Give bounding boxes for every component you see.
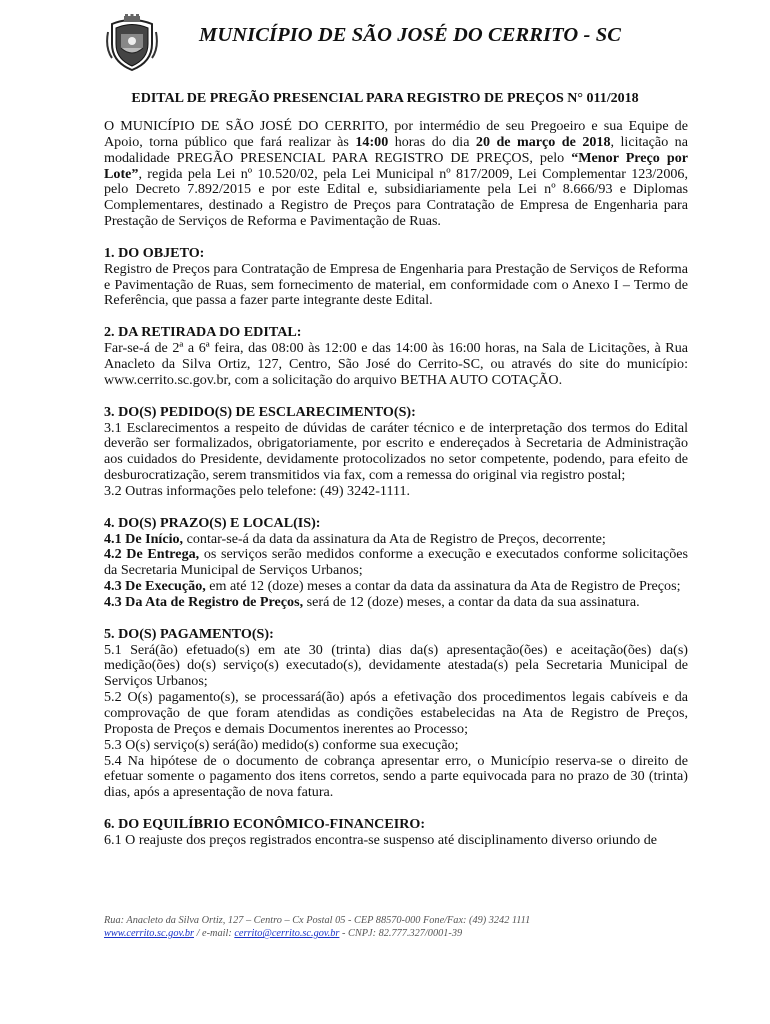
email-link[interactable]: cerrito@cerrito.sc.gov.br — [234, 928, 340, 939]
intro-paragraph: O MUNICÍPIO DE SÃO JOSÉ DO CERRITO, por intermédio de seu Pregoeiro e sua Equipe de Apoio, torna público que fará realizar às 14:00 horas do dia 20 de março de 2018, licitação na modalidade PREGÃO PRESENCIAL PARA REGISTRO DE PREÇOS, pelo “Menor Preço por Lote”, regida pela Lei nº 10.520/02, pela Lei Municipal nº 817/2009, Lei Complementar 123/2006, pelo Decreto 7.892/2015 e por este Edital e, subsidiariamente pela Lei nº 8.666/93 e Diplomas Complementares, destinado a Registro de Preços para Contratação de Empresa de Engenharia para Prestação de Serviços de Reforma e Pavimentação de Ruas. — [104, 118, 688, 230]
footer-address: Rua: Anacleto da Silva Ortiz, 127 – Centro – Cx Postal 05 - CEP 88570-000 Fone/Fax: (49) 3242 1111 — [104, 915, 531, 926]
section-2-heading: 2. DA RETIRADA DO EDITAL: — [104, 324, 302, 341]
section-4-item-4: 4.3 Da Ata de Registro de Preços, será de 12 (doze) meses, a contar da data da sua assinatura. — [104, 593, 640, 610]
section-5-paragraph-3: 5.3 O(s) serviço(s) será(ão) medido(s) conforme sua execução; — [104, 736, 459, 753]
document-body — [104, 119, 688, 849]
coat-of-arms-icon — [104, 14, 160, 72]
section-4-item-3: 4.3 De Execução, em até 12 (doze) meses a contar da data da assinatura da Ata de Registro de Preços; — [104, 578, 681, 595]
section-5-paragraph-2: 5.2 O(s) pagamento(s), se processará(ão) após a efetivação dos procedimentos legais cabíveis e da comprovação de que foram atendidas as condições estabelecidas na Ata de Registro de Preços, Proposta de Preços e demais Documentos inerentes ao Processo; — [104, 689, 688, 737]
section-2-text: Far-se-á de 2ª a 6ª feira, das 08:00 às 12:00 e das 14:00 às 16:00 horas, na Sala de Licitações, à Rua Anacleto da Silva Ortiz, 127, Centro, São José do Cerrito-SC, ou através do site do município: www.cerrito.sc.gov.br, com a solicitação do arquivo BETHA AUTO COTAÇÃO. — [104, 340, 688, 388]
section-4-heading: 4. DO(S) PRAZO(S) E LOCAL(IS): — [104, 514, 321, 531]
section-3-heading: 3. DO(S) PEDIDO(S) DE ESCLARECIMENTO(S): — [104, 403, 416, 420]
section-6-heading: 6. DO EQUILÍBRIO ECONÔMICO-FINANCEIRO: — [104, 816, 426, 833]
document-title: EDITAL DE PREGÃO PRESENCIAL PARA REGISTRO DE PREÇOS N° 011/2018 — [131, 91, 639, 106]
section-5-heading: 5. DO(S) PAGAMENTO(S): — [104, 625, 274, 642]
section-1-heading: 1. DO OBJETO: — [104, 244, 205, 261]
section-1-text: Registro de Preços para Contratação de Empresa de Engenharia para Prestação de Serviços de Reforma e Pavimentação de Ruas, sem fornecimento de material, em conformidade com o Anexo I – Termo de Referência, que passa a fazer parte integrante deste Edital. — [104, 260, 688, 309]
footer-contact-line: www.cerrito.sc.gov.br / e-mail: cerrito@cerrito.sc.gov.br - CNPJ: 82.777.327/0001-39 — [104, 928, 463, 939]
municipality-title: MUNICÍPIO DE SÃO JOSÉ DO CERRITO - SC — [199, 24, 621, 46]
section-5-paragraph-4: 5.4 Na hipótese de o documento de cobrança apresentar erro, o Município reserva-se o direito de efetuar somente o pagamento dos itens corretos, sendo a parte equivocada para no prazo de 30 (trinta) dias, após a apresentação de nova fatura. — [104, 752, 688, 801]
section-5-paragraph-1: 5.1 Será(ão) efetuado(s) em ate 30 (trinta) dias da(s) apresentação(ões) e aceitação(ões) da(s) medição(ões) do(s) serviço(s) executado(s), devidamente atestada(s) pela Secretaria Municipal de Serviços Urbanos; — [104, 641, 688, 690]
section-6-paragraph-1: 6.1 O reajuste dos preços registrados encontra-se suspenso até disciplinamento diverso oriundo de — [104, 831, 658, 848]
website-link[interactable]: www.cerrito.sc.gov.br — [104, 928, 194, 939]
section-4-item-1: 4.1 De Início, contar-se-á da data da assinatura da Ata de Registro de Preços, decorrente; — [104, 530, 606, 547]
page-footer — [104, 914, 664, 940]
section-3-paragraph-2: 3.2 Outras informações pelo telefone: (49) 3242-1111. — [104, 482, 411, 499]
section-4-item-2: 4.2 De Entrega, os serviços serão medidos conforme a execução e executados conforme solicitações da Secretaria Municipal de Serviços Urbanos; — [104, 546, 688, 579]
section-3-paragraph-1: 3.1 Esclarecimentos a respeito de dúvidas de caráter técnico e de interpretação dos termos do Edital deverão ser formalizados, obrigatoriamente, por escrito e endereçados à Secretaria de Administração aos cuidados do Presidente, devidamente protocolizados no setor competente, podendo, para efeito de desburocratização, serem transmitidos via fax, com a remessa do original via registro postal; — [104, 419, 688, 484]
page-header — [104, 14, 704, 72]
